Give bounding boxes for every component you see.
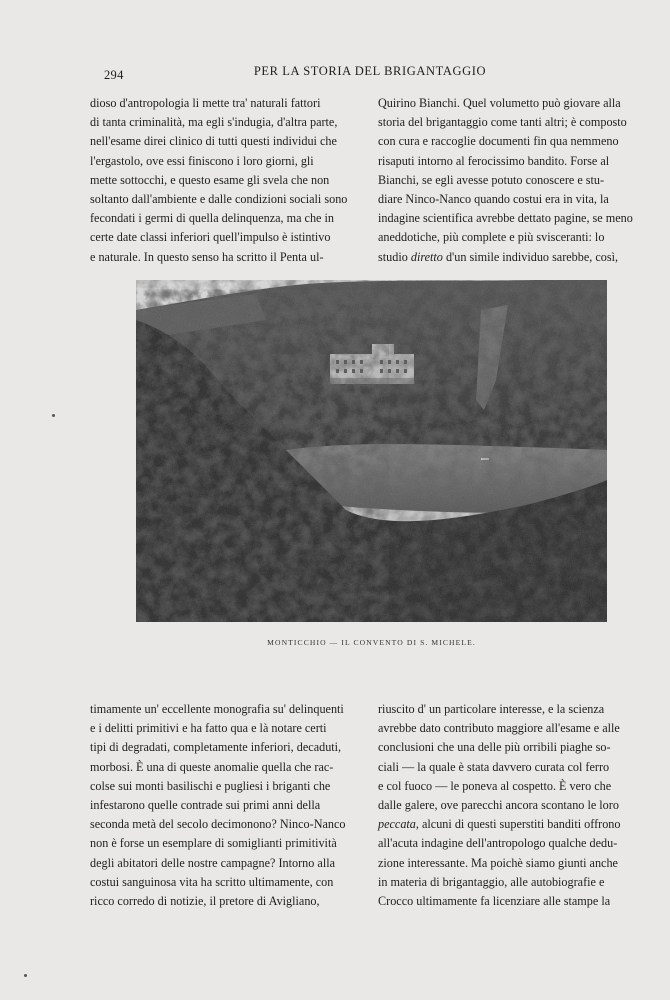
text-line: e i delitti primitivi e ha fatto qua e là notare certi	[90, 721, 327, 736]
top-left-column	[90, 94, 358, 267]
text-line: non è forse un esemplare di somiglianti primitività	[90, 836, 337, 851]
text-line: nell'esame direi clinico di tutti questi individui che	[90, 134, 337, 149]
italic-word: peccata	[378, 817, 416, 832]
text-line: dalle galere, ove parecchi ancora scontano le loro	[378, 798, 619, 813]
text-line: ricco corredo di notizie, il pretore di Avigliano,	[90, 894, 320, 909]
text-line	[378, 248, 646, 267]
text-line: timamente un' eccellente monografia su' delinquenti	[90, 702, 344, 716]
text-fragment: , alcuni di questi superstiti banditi offrono	[415, 817, 621, 832]
text-line: Bianchi, se egli avesse potuto conoscere e stu-	[378, 172, 605, 187]
text-line: fecondati i germi di quella delinquenza, ma che in	[90, 211, 334, 226]
text-line: degli abitatori delle nostre campagne? Intorno alla	[90, 855, 336, 870]
italic-word: diretto	[410, 249, 443, 264]
text-line: in materia di brigantaggio, alle autobiografie e	[378, 874, 605, 889]
text-line: zione interessante. Ma poichè siamo giunti anche	[378, 855, 618, 870]
text-line: diare Ninco-Nanco quando costui era in vita, la	[378, 192, 609, 207]
paper-speck	[24, 974, 27, 977]
text-line: mette sottocchi, e questo esame gli svela che non	[90, 172, 330, 187]
running-title: PER LA STORIA DEL BRIGANTAGGIO	[253, 64, 487, 78]
text-line: di tanta criminalità, ma egli s'indugia, d'altra parte,	[90, 115, 338, 130]
text-line: Quirino Bianchi. Quel volumetto può giovare alla	[378, 96, 621, 110]
text-line: soltanto dall'ambiente e dalle condizioni sociali sono	[90, 192, 348, 207]
figure-caption: MONTICCHIO — IL CONVENTO DI S. MICHELE.	[267, 638, 476, 647]
text-line: conclusioni che una delle più orribili piaghe so-	[378, 740, 611, 755]
text-fragment: studio	[378, 249, 411, 264]
text-fragment: d'un simile individuo sarebbe, così,	[442, 249, 619, 264]
text-line: l'ergastolo, ove essi finiscono i loro giorni, gli	[90, 153, 314, 168]
bottom-right-column	[378, 700, 646, 911]
text-line: all'acuta indagine dell'antropologo qualche dedu-	[378, 836, 618, 851]
text-line: colse sui monti basilischi e pugliesi i briganti che	[90, 778, 331, 793]
text-line: aneddotiche, più complete e più svisceranti: lo	[378, 230, 605, 245]
paper-speck	[52, 414, 55, 417]
text-line: riuscito d' un particolare interesse, e la scienza	[378, 702, 605, 716]
text-line: Crocco ultimamente fa licenziare alle stampe la	[378, 894, 611, 909]
text-line: seconda metà del secolo decimonono? Ninco-Nanco	[90, 817, 346, 832]
text-line: storia del brigantaggio come tanti altri; è composto	[378, 115, 627, 130]
text-line: e naturale. In questo senso ha scritto il Penta ul-	[90, 249, 324, 264]
text-line: tipi di degradati, completamente inferiori, decaduti,	[90, 740, 342, 755]
text-line: dioso d'antropologia li mette tra' naturali fattori	[90, 96, 321, 110]
page-number: 294	[104, 68, 124, 82]
text-line: infestarono quelle contrade sui primi anni della	[90, 798, 321, 813]
text-line: e col fuoco — le poneva al cospetto. È vero che	[378, 778, 612, 793]
top-right-column	[378, 94, 646, 267]
text-line: risaputi intorno al ferocissimo bandito. Forse al	[378, 153, 610, 168]
text-line: morbosi. È una di queste anomalie quella che rac-	[90, 759, 334, 774]
text-line: costui sanguinosa vita ha scritto ultimamente, con	[90, 874, 334, 889]
text-line: indagine scientifica avrebbe dettato pagine, se meno	[378, 211, 633, 226]
text-line	[378, 815, 646, 834]
text-line: con cura e raccoglie documenti fin qua nemmeno	[378, 134, 619, 149]
text-line: ciali — la quale è stata davvero curata col ferro	[378, 759, 610, 774]
photograph-convent	[136, 280, 607, 622]
text-line: avrebbe dato contributo maggiore all'esame e alle	[378, 721, 620, 736]
bottom-left-column	[90, 700, 358, 911]
text-line: certe date classi inferiori quell'impulso è istintivo	[90, 230, 331, 245]
landscape-photo	[136, 280, 607, 622]
